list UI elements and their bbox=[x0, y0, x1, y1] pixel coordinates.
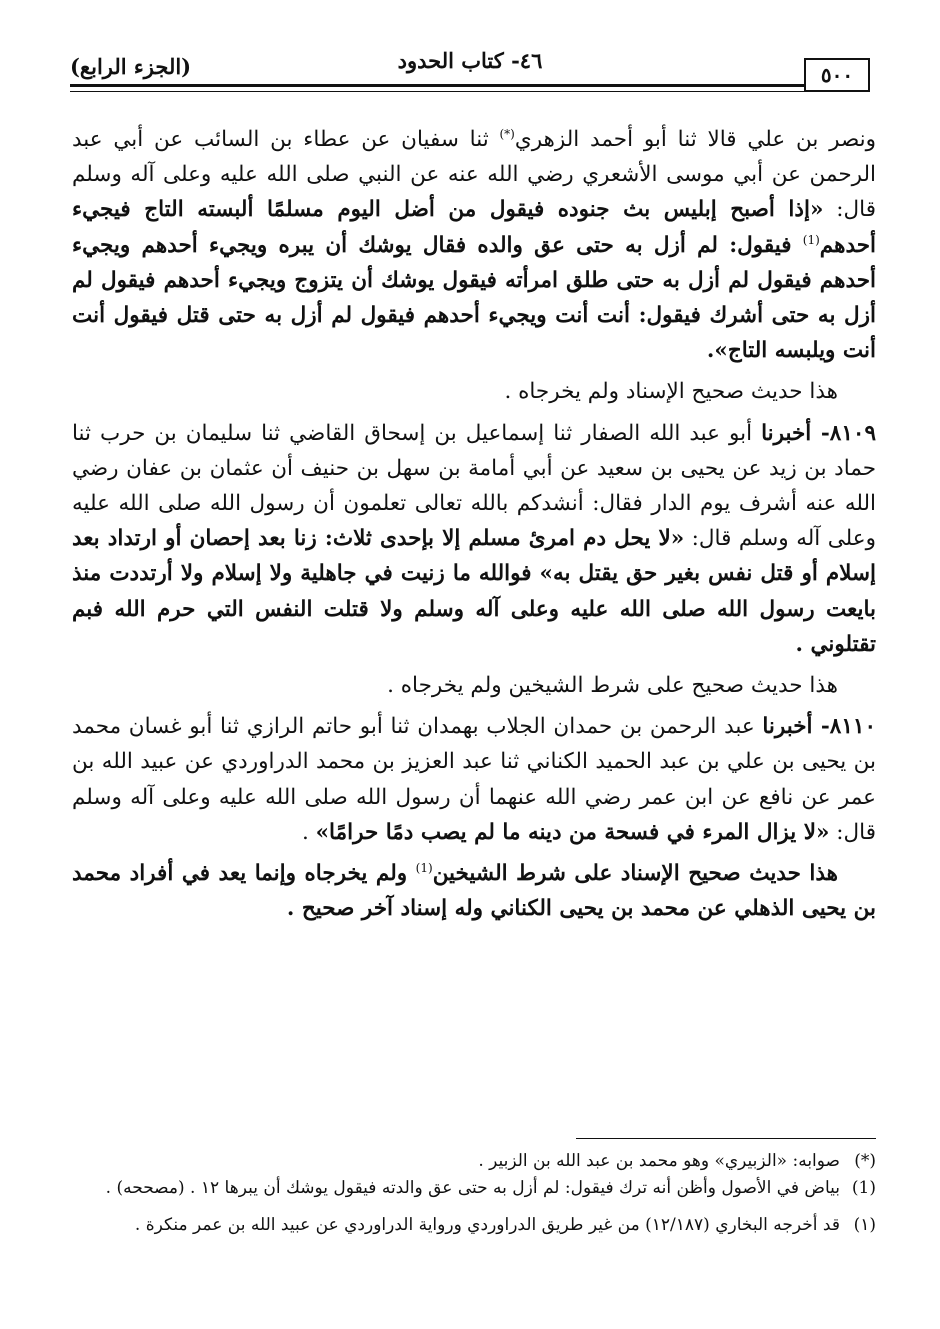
paragraph-text: ثنا سفيان عن عطاء بن السائب عن أبي عبد الرحمن عن أبي موسى الأشعري رضي الله عنه عن النبي صلى الله عليه وعلى آله وسلم قال: bbox=[72, 127, 876, 223]
paragraph-text: ونصر بن علي قالا ثنا أبو أحمد الزهري bbox=[514, 127, 876, 152]
grading-note bbox=[72, 856, 876, 926]
footnote-text: بياض في الأصول وأظن أنه ترك فيقول: لم أزل به حتى عق والدته فيقول يوشك أن يبرها ١٢ . (مصححه) . bbox=[105, 1178, 840, 1198]
footnote-separator bbox=[576, 1138, 876, 1139]
running-title: ٤٦- كتاب الحدود bbox=[397, 48, 543, 73]
footnote bbox=[76, 1148, 876, 1175]
hadith-lead: أخبرنا bbox=[761, 420, 812, 446]
paragraph-text: هذا حديث صحيح الإسناد على شرط الشيخين bbox=[432, 861, 839, 887]
footnotes bbox=[76, 1148, 876, 1239]
footnote bbox=[76, 1212, 876, 1239]
footnote-text: صوابه: «الزبيري» وهو محمد بن عبد الله بن الزبير . bbox=[478, 1151, 840, 1171]
footnote bbox=[76, 1175, 876, 1202]
footnote-mark: (*) bbox=[854, 1151, 876, 1171]
header-rule-thin bbox=[70, 91, 870, 92]
grading-note: هذا حديث صحيح الإسناد ولم يخرجاه . bbox=[504, 379, 838, 405]
paragraph-text: . bbox=[301, 819, 316, 845]
hadith-number: ٨١١٠- bbox=[812, 714, 876, 740]
page-number: ٥٠٠ bbox=[804, 58, 870, 92]
paragraph-text: عبد الرحمن بن حمدان الجلاب بهمدان ثنا أبو حاتم الرازي ثنا أبو غسان محمد بن يحيى بن علي بن عبد الحميد الكناني ثنا عبد العزيز بن محمد الدراوردي عن عبيد الله بن عمر عن نافع عن ابن عمر رضي الله عنهما أن رسول الله صلى الله عليه وعلى آله وسلم قال: bbox=[72, 714, 876, 845]
hadith-8109 bbox=[72, 416, 876, 662]
grading-note: هذا حديث صحيح على شرط الشيخين ولم يخرجاه . bbox=[387, 673, 838, 699]
hadith-quote: «إذا أصبح إبليس بث جنوده فيقول من أضل اليوم مسلمًا ألبسته التاج فيجيء أحدهم bbox=[72, 197, 876, 258]
hadith-quote: «لا يزال المرء في فسحة من دينه ما لم يصب دمًا حرامًا» bbox=[315, 819, 830, 845]
hadith-quote: فيقول: لم أزل به حتى عق والده فقال يوشك أن يبره ويجيء أحدهم ويجيء أحدهم فيقول لم أزل به حتى طلق امرأته فيقول يوشك أن يتزوج ويجيء أحدهم فيقول لم أزل به حتى أشرك فيقول: أنت أنت ويجيء أحدهم فيقول لم أزل به حتى قتل فيقول أنت أنت ويلبسه التاج». bbox=[72, 232, 876, 364]
volume-label: (الجزء الرابع) bbox=[70, 54, 192, 79]
paragraph-text: فوالله ما زنيت في جاهلية ولا إسلام ولا أرتددت منذ بايعت رسول الله صلى الله عليه وعلى آله وسلم ولا قتلت النفس التي حرم الله فبم تقتلوني . bbox=[72, 561, 876, 657]
hadith-number: ٨١٠٩- bbox=[811, 420, 876, 446]
hadith-8110 bbox=[72, 709, 876, 850]
paragraph-text: أبو عبد الله الصفار ثنا إسماعيل بن إسحاق القاضي ثنا سليمان بن حرب ثنا حماد بن زيد عن يحيى بن سعيد عن أبي أمامة بن سهل بن حنيف أن عثمان بن عفان رضي الله عنه أشرف يوم الدار فقال: أنشدكم بالله تعالى تعلمون أن رسول الله صلى الله عليه وعلى آله وسلم قال: bbox=[72, 420, 876, 552]
hadith-quote: «لا يحل دم امرئ مسلم إلا بإحدى ثلاث: زنا بعد إحصان أو ارتداد بعد إسلام أو قتل نفس بغير حق يقتل به» bbox=[72, 526, 876, 587]
main-text bbox=[72, 122, 876, 926]
page-header bbox=[70, 40, 870, 96]
footnote-mark: (1) bbox=[851, 1178, 876, 1198]
footnote-ref: (1) bbox=[415, 860, 433, 875]
header-rule bbox=[70, 84, 806, 87]
footnote-ref: (*) bbox=[499, 126, 515, 141]
footnote-ref: (1) bbox=[802, 232, 820, 247]
paragraph-text: ولم يخرجاه وإنما يعد في أفراد محمد بن يحيى الذهلي عن محمد بن يحيى الكناني وله إسناد آخر صحيح . bbox=[72, 861, 876, 922]
hadith-lead: أخبرنا bbox=[762, 714, 813, 740]
footnote-text: قد أخرجه البخاري (١٢/١٨٧) من غير طريق الدراوردي ورواية الدراوردي عن عبيد الله بن عمر منكرة . bbox=[134, 1215, 840, 1235]
footnote-mark: (١) bbox=[853, 1215, 876, 1235]
hadith-8108-continuation bbox=[72, 122, 876, 368]
